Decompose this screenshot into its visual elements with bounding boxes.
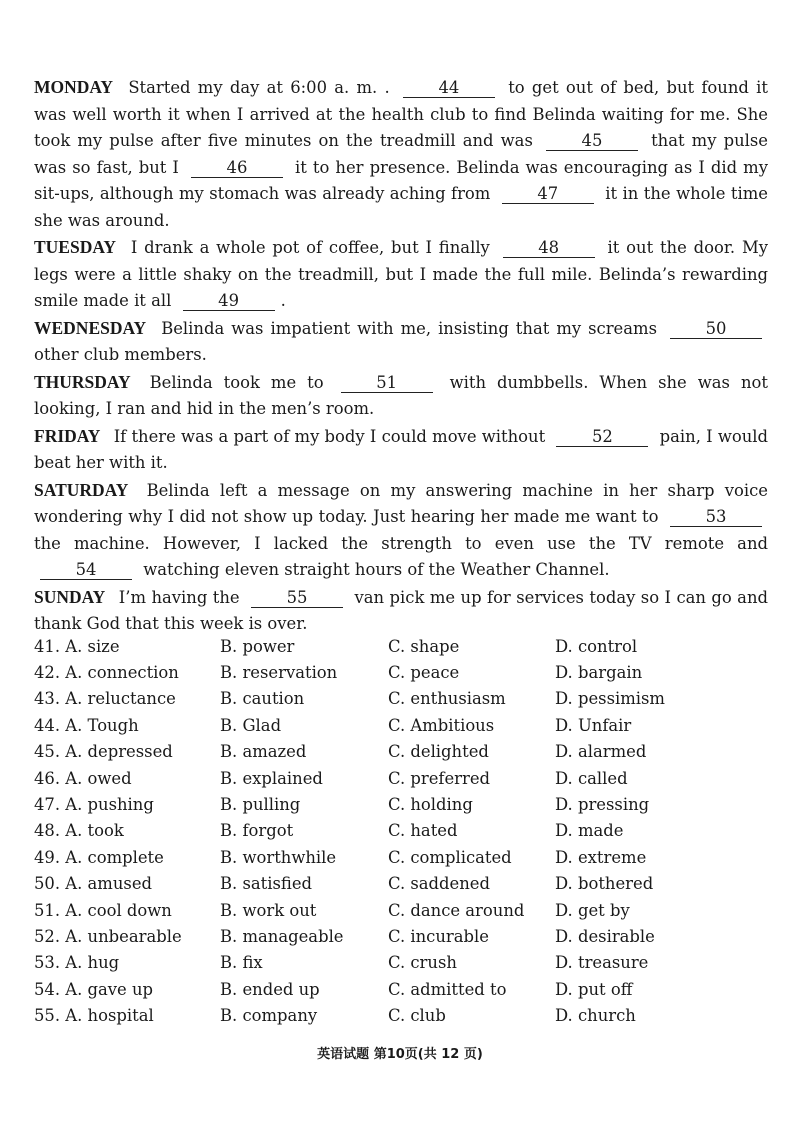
option-row — [34, 871, 774, 897]
option-c: C. delighted — [388, 742, 489, 762]
option-row — [34, 976, 774, 1002]
blank-47: 47 — [502, 185, 594, 204]
reading-passage — [34, 74, 768, 638]
page-footer: 英语试题 第10页(共 12 页) — [317, 1047, 483, 1062]
option-a: 49. A. complete — [34, 847, 164, 867]
blank-54: 54 — [40, 561, 132, 580]
day-label: SUNDAY — [34, 586, 106, 607]
option-b: B. amazed — [220, 742, 307, 762]
option-d: D. pessimism — [555, 689, 665, 709]
passage-text: Belinda took me to — [149, 372, 324, 392]
option-b: B. pulling — [220, 795, 301, 815]
blank-49: 49 — [183, 292, 275, 311]
option-b: B. forgot — [220, 821, 294, 841]
passage-text: that my pulse was so fast, but I — [34, 131, 768, 177]
option-a: 45. A. depressed — [34, 742, 173, 762]
passage-text: If there was a part of my body I could move without — [113, 426, 546, 446]
option-a: 42. A. connection — [34, 663, 179, 683]
option-a: 53. A. hug — [34, 953, 120, 973]
day-label: MONDAY — [34, 77, 114, 97]
paragraph-saturday — [34, 477, 768, 584]
option-row — [34, 818, 774, 844]
passage-text: with dumbbells. When she was not looking, I ran and hid in the men’s room. — [34, 372, 768, 418]
passage-text: it in the whole time she was around. — [34, 184, 768, 230]
option-b: B. company — [220, 1006, 318, 1026]
blank-48: 48 — [503, 239, 595, 258]
paragraph-wednesday — [34, 315, 768, 369]
option-c: C. admitted to — [388, 979, 507, 999]
blank-52: 52 — [556, 428, 648, 447]
option-c: C. incurable — [388, 926, 489, 946]
option-b: B. ended up — [220, 979, 320, 999]
option-c: C. saddened — [388, 874, 490, 894]
blank-46: 46 — [191, 159, 283, 178]
paragraph-thursday — [34, 369, 768, 423]
option-c: C. hated — [388, 821, 458, 841]
blank-50: 50 — [670, 320, 762, 339]
option-a: 52. A. unbearable — [34, 926, 182, 946]
option-d: D. church — [555, 1006, 636, 1026]
option-a: 51. A. cool down — [34, 900, 172, 920]
paragraph-tuesday — [34, 234, 768, 315]
option-d: D. get by — [555, 900, 630, 920]
option-b: B. Glad — [220, 715, 282, 735]
option-c: C. Ambitious — [388, 715, 495, 735]
option-c: C. club — [388, 1006, 446, 1026]
passage-text: to get out of bed, but found it was well worth it when I arrived at the health club to find Belinda waiting for me. She took my pulse after five minutes on the treadmill and was — [34, 78, 768, 150]
option-row — [34, 950, 774, 976]
option-a: 46. A. owed — [34, 768, 132, 788]
option-a: 55. A. hospital — [34, 1006, 154, 1026]
option-row — [34, 844, 774, 870]
day-label: TUESDAY — [34, 237, 117, 257]
passage-text: pain, I would beat her with it. — [34, 426, 769, 472]
option-a: 54. A. gave up — [34, 979, 154, 999]
option-d: D. bargain — [555, 663, 643, 683]
passage-text: Started my day at 6:00 a. m. . — [128, 78, 390, 97]
option-b: B. satisfied — [220, 874, 313, 894]
blank-53: 53 — [670, 508, 762, 527]
option-b: B. power — [220, 636, 295, 656]
option-row — [34, 765, 774, 791]
option-row — [34, 897, 774, 923]
option-a: 44. A. Tough — [34, 715, 139, 735]
option-c: C. holding — [388, 795, 473, 815]
passage-text: I drank a whole pot of coffee, but I finally — [130, 238, 490, 257]
answer-options — [34, 633, 774, 1029]
blank-44: 44 — [403, 79, 495, 98]
option-row — [34, 739, 774, 765]
option-b: B. reservation — [220, 663, 338, 683]
passage-text: I’m having the — [118, 587, 240, 607]
option-row — [34, 686, 774, 712]
paragraph-monday — [34, 74, 768, 234]
passage-text: van pick me up for services today so I can go and thank God that this week is over. — [34, 587, 769, 633]
option-d: D. Unfair — [555, 715, 632, 735]
passage-text: Belinda was impatient with me, insisting that my screams — [161, 318, 657, 338]
option-d: D. put off — [555, 979, 633, 999]
option-row — [34, 1002, 774, 1028]
blank-55: 55 — [251, 589, 343, 608]
option-row — [34, 712, 774, 738]
option-b: B. fix — [220, 953, 263, 973]
option-row — [34, 659, 774, 685]
passage-text: . — [280, 291, 286, 310]
option-c: C. peace — [388, 663, 460, 683]
option-b: B. caution — [220, 689, 305, 709]
passage-text: the machine. However, I lacked the strength to even use the TV remote and — [34, 533, 768, 553]
passage-text: Belinda left a message on my answering machine in her sharp voice wondering why I did not show up today. Just hearing her made me want to — [34, 480, 768, 526]
option-d: D. alarmed — [555, 742, 647, 762]
option-c: C. dance around — [388, 900, 525, 920]
option-row — [34, 923, 774, 949]
option-c: C. enthusiasm — [388, 689, 506, 709]
passage-text: it to her presence. Belinda was encouraging as I did my sit-ups, although my stomach was already aching from — [34, 157, 768, 203]
option-d: D. extreme — [555, 847, 647, 867]
option-d: D. treasure — [555, 953, 649, 973]
option-d: D. made — [555, 821, 624, 841]
option-b: B. explained — [220, 768, 323, 788]
option-a: 50. A. amused — [34, 874, 153, 894]
option-d: D. control — [555, 636, 638, 656]
day-label: SATURDAY — [34, 479, 129, 500]
option-b: B. work out — [220, 900, 317, 920]
blank-45: 45 — [546, 132, 638, 151]
paragraph-friday — [34, 423, 768, 477]
option-c: C. shape — [388, 636, 460, 656]
option-d: D. bothered — [555, 874, 654, 894]
passage-text: it out the door. My legs were a little shaky on the treadmill, but I made the full mile. Belinda’s rewarding smile made it all — [34, 238, 768, 310]
option-c: C. complicated — [388, 847, 512, 867]
option-a: 47. A. pushing — [34, 795, 154, 815]
option-d: D. called — [555, 768, 628, 788]
blank-51: 51 — [341, 374, 433, 393]
paragraph-sunday — [34, 584, 768, 638]
day-label: FRIDAY — [34, 425, 101, 446]
option-a: 41. A. size — [34, 636, 120, 656]
option-row — [34, 791, 774, 817]
passage-text: watching eleven straight hours of the Weather Channel. — [143, 560, 610, 579]
passage-text: other club members. — [34, 345, 207, 364]
day-label: THURSDAY — [34, 371, 131, 392]
option-a: 48. A. took — [34, 821, 124, 841]
option-a: 43. A. reluctance — [34, 689, 176, 709]
option-c: C. crush — [388, 953, 457, 973]
option-c: C. preferred — [388, 768, 491, 788]
option-b: B. worthwhile — [220, 847, 337, 867]
option-b: B. manageable — [220, 926, 344, 946]
option-d: D. pressing — [555, 795, 650, 815]
option-row — [34, 633, 774, 659]
day-label: WEDNESDAY — [34, 317, 147, 338]
option-d: D. desirable — [555, 926, 655, 946]
